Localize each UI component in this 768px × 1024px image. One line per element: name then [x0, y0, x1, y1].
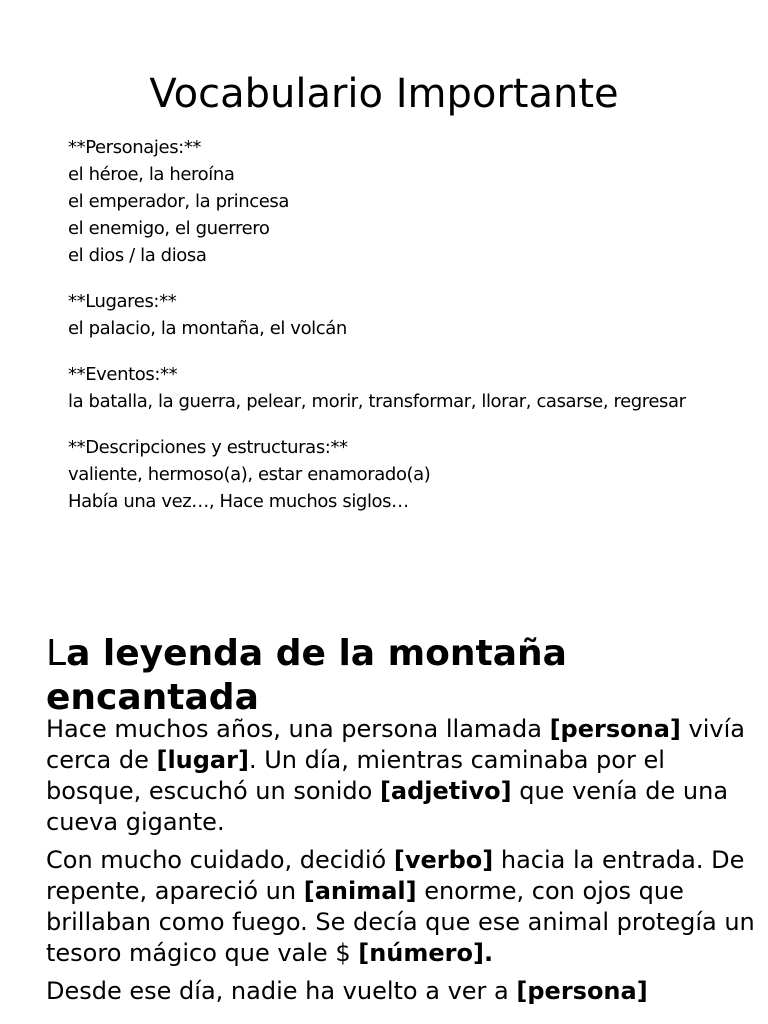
vocab-group-lugares	[68, 288, 728, 342]
story-text: enorme, con ojos que brillaban como fuego. Se decía que ese animal protegía un tesoro mágico que vale $	[46, 877, 755, 967]
vocab-line: la batalla, la guerra, pelear, morir, transformar, llorar, casarse, regresar	[68, 391, 686, 412]
placeholder-blank: [animal]	[303, 877, 417, 905]
vocab-heading: **Descripciones y estructuras:**	[68, 437, 348, 458]
story-title-initial: L	[46, 632, 67, 674]
vocab-line: el palacio, la montaña, el volcán	[68, 318, 347, 339]
vocab-line: Había una vez…, Hace muchos siglos…	[68, 491, 409, 512]
page-title: Vocabulario Importante	[149, 70, 619, 117]
placeholder-blank: [número].	[358, 939, 494, 967]
vocab-group-eventos	[68, 361, 728, 415]
story-text: . Un día, mientras caminaba por el bosque, escuchó un sonido	[46, 746, 665, 805]
story-text: Desde ese día, nadie ha vuelto a ver a	[46, 977, 517, 1005]
story-text: vivía cerca de	[46, 715, 745, 774]
placeholder-blank: [lugar]	[156, 746, 249, 774]
story-paragraph	[46, 976, 756, 1007]
placeholder-blank: [adjetivo]	[379, 777, 512, 805]
vocabulary-list	[68, 134, 728, 534]
vocab-line: el héroe, la heroína	[68, 164, 235, 185]
vocab-line: valiente, hermoso(a), estar enamorado(a)	[68, 464, 431, 485]
story-text: hacia la entrada. De repente, apareció un	[46, 846, 745, 905]
vocab-heading: **Personajes:**	[68, 137, 202, 158]
story-paragraph	[46, 845, 756, 969]
placeholder-blank: [persona]	[549, 715, 681, 743]
story-title-text: a leyenda de la montaña encantada	[46, 632, 567, 718]
story-text: que venía de una cueva gigante.	[46, 777, 729, 836]
vocab-line: el enemigo, el guerrero	[68, 218, 270, 239]
placeholder-blank: [verbo]	[393, 846, 494, 874]
story-paragraph	[46, 714, 756, 838]
vocab-line: el emperador, la princesa	[68, 191, 289, 212]
story-body	[46, 714, 756, 1014]
story-text: Con mucho cuidado, decidió	[46, 846, 394, 874]
vocab-heading: **Lugares:**	[68, 291, 177, 312]
story-text: Hace muchos años, una persona llamada	[46, 715, 550, 743]
story-title	[46, 632, 746, 720]
vocab-line: el dios / la diosa	[68, 245, 207, 266]
vocab-heading: **Eventos:**	[68, 364, 178, 385]
placeholder-blank: [persona]	[516, 977, 648, 1005]
vocab-group-personajes	[68, 134, 728, 269]
vocab-group-descripciones	[68, 434, 728, 515]
